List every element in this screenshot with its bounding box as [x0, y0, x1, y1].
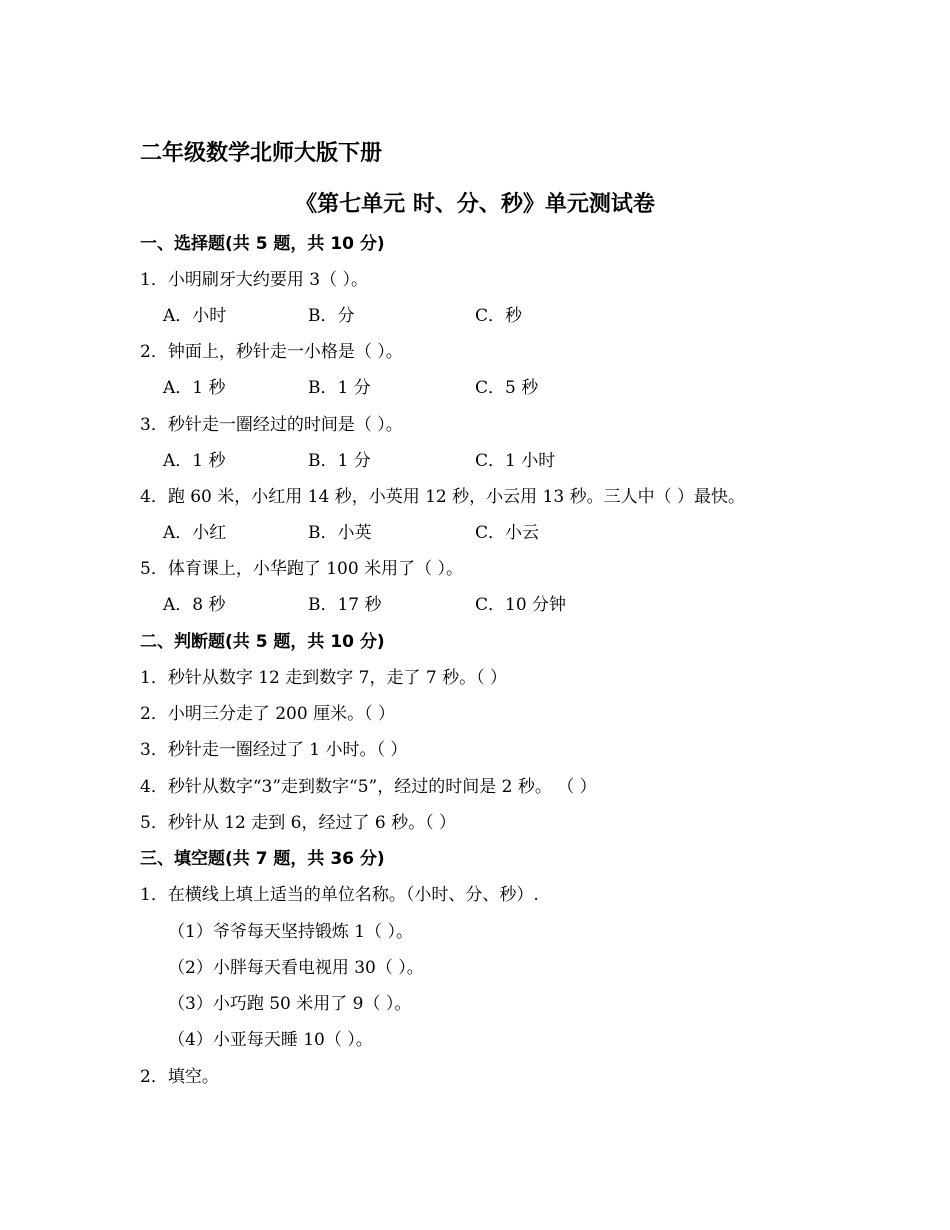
section-heading-judgement: 二、判断题(共 5 题，共 10 分): [140, 632, 385, 652]
option-b: B．分: [308, 306, 355, 326]
option-b: B．小英: [308, 523, 372, 543]
fill-blank-item: （3）小巧跑 50 米用了 9（ ）。: [168, 994, 412, 1014]
fill-blank-item: （2）小胖每天看电视用 30（ ）。: [168, 958, 424, 978]
option-a: A．8 秒: [163, 595, 226, 615]
page-title: 二年级数学北师大版下册: [140, 141, 383, 166]
question-text: 1．在横线上填上适当的单位名称。（小时、分、秒）.: [140, 885, 539, 905]
option-b: B．1 分: [308, 378, 371, 398]
question-text: 5．体育课上，小华跑了 100 米用了（ ）。: [140, 559, 463, 579]
judgement-item: 4．秒针从数字“3”走到数字“5”，经过的时间是 2 秒。 （ ）: [140, 777, 597, 797]
judgement-item: 5．秒针从 12 走到 6，经过了 6 秒。（ ）: [140, 813, 457, 833]
option-c: C．10 分钟: [475, 595, 567, 615]
option-c: C．小云: [475, 523, 540, 543]
option-c: C．5 秒: [475, 378, 539, 398]
fill-blank-item: （4）小亚每天睡 10（ ）。: [168, 1030, 373, 1050]
judgement-item: 2．小明三分走了 200 厘米。（ ）: [140, 704, 395, 724]
question-text: 2．钟面上，秒针走一小格是（ ）。: [140, 342, 403, 362]
option-a: A．小时: [163, 306, 227, 326]
option-a: A．小红: [163, 523, 227, 543]
question-text: 2．填空。: [140, 1067, 219, 1087]
option-c: C．1 小时: [475, 451, 556, 471]
question-text: 4．跑 60 米，小红用 14 秒，小英用 12 秒，小云用 13 秒。三人中（ ）最快。: [140, 487, 745, 507]
option-b: B．17 秒: [308, 595, 382, 615]
option-a: A．1 秒: [163, 378, 226, 398]
fill-blank-item: （1）爷爷每天坚持锻炼 1（ ）。: [168, 922, 413, 942]
page-subtitle: 《第七单元 时、分、秒》单元测试卷: [295, 192, 655, 217]
option-b: B．1 分: [308, 451, 371, 471]
judgement-item: 3．秒针走一圈经过了 1 小时。（ ）: [140, 740, 408, 760]
section-heading-choice: 一、选择题(共 5 题，共 10 分): [140, 234, 385, 254]
section-heading-fill-blank: 三、填空题(共 7 题，共 36 分): [140, 849, 385, 869]
question-text: 1．小明刷牙大约要用 3（ ）。: [140, 270, 368, 290]
option-a: A．1 秒: [163, 451, 226, 471]
question-text: 3．秒针走一圈经过的时间是（ ）。: [140, 415, 403, 435]
judgement-item: 1．秒针从数字 12 走到数字 7，走了 7 秒。（ ）: [140, 668, 508, 688]
option-c: C．秒: [475, 306, 523, 326]
